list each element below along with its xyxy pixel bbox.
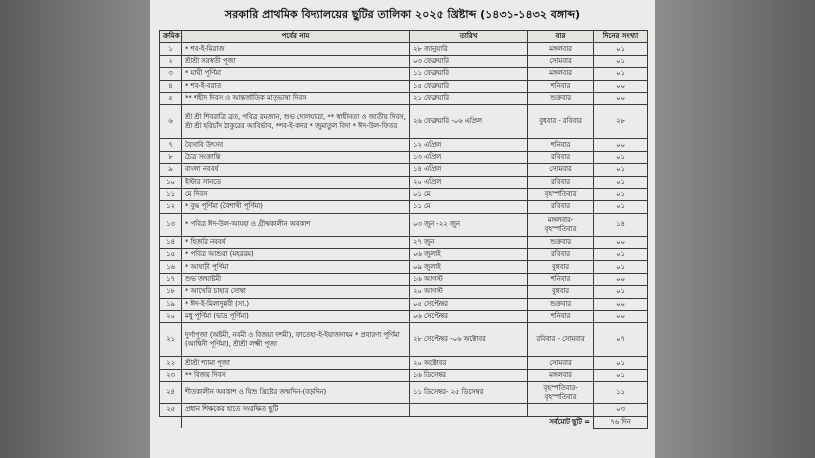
- row-name: শ্রীশ্রী শ্যামা পূজা: [182, 357, 410, 369]
- header-count: দিনের সংখ্যা: [594, 31, 648, 43]
- row-date: ০৯ জুলাই: [410, 261, 528, 273]
- header-serial: ক্রমিক: [160, 31, 182, 43]
- row-date: ১১ ডিসেম্বর- ২৫ ডিসেম্বর: [410, 382, 528, 404]
- row-day: মঙ্গলবার: [528, 68, 594, 80]
- row-name: * আষাঢ়ী পূর্ণিমা: [182, 261, 410, 273]
- row-name: ** বিজয় দিবস: [182, 369, 410, 381]
- row-date: ২১ ফেব্রুয়ারি: [410, 92, 528, 104]
- row-day: রবিবার: [528, 249, 594, 261]
- table-row: [160, 55, 648, 67]
- row-count: ০০: [594, 311, 648, 323]
- table-row: [160, 369, 648, 381]
- row-serial: ৬: [160, 105, 182, 139]
- row-date: ১৫ ফেব্রুয়ারি: [410, 80, 528, 92]
- table-row: [160, 357, 648, 369]
- row-date: ২৮ জানুয়ারি: [410, 43, 528, 55]
- row-date: ২৭ জুন: [410, 236, 528, 248]
- row-count: ০১: [594, 68, 648, 80]
- row-serial: ১০: [160, 176, 182, 188]
- row-name: * পবিত্র ঈদ-উল-আযহা ও গ্রীষ্মকালীন অবকাশ: [182, 213, 410, 236]
- row-date: ১১ ফেব্রুয়ারি: [410, 68, 528, 80]
- row-count: ০১: [594, 164, 648, 176]
- row-count: ০০: [594, 236, 648, 248]
- row-date: ১৬ ডিসেম্বর: [410, 369, 528, 381]
- row-serial: ২১: [160, 323, 182, 357]
- row-name: শ্রীশ্রী সরস্বতী পূজা: [182, 55, 410, 67]
- row-day: মঙ্গলবার- বৃহস্পতিবার: [528, 213, 594, 236]
- row-date: ২০ আগস্ট: [410, 286, 528, 298]
- row-day: শনিবার: [528, 80, 594, 92]
- row-count: ০১: [594, 261, 648, 273]
- row-serial: ১৭: [160, 273, 182, 285]
- row-day: রবিবার: [528, 176, 594, 188]
- row-name: দুর্গাপূজা (অষ্টমী, নবমী ও বিজয়া দশমী), ফাতেহা-ই-ইয়াজদাহম * প্রবারণা পূর্ণিমা (আশ্বিনী পূর্ণিমা), শ্রীশ্রী লক্ষ্মী পূজা: [182, 323, 410, 357]
- table-row: [160, 236, 648, 248]
- row-date: ১১ মে: [410, 201, 528, 213]
- row-day: বৃহস্পতিবার- বৃহস্পতিবার: [528, 382, 594, 404]
- row-count: ০০: [594, 139, 648, 151]
- total-row: [160, 416, 648, 428]
- row-count: ০১: [594, 249, 648, 261]
- row-name: * শব-ই-মিরাজ: [182, 43, 410, 55]
- row-count: ০৭: [594, 323, 648, 357]
- row-serial: ৩: [160, 68, 182, 80]
- row-serial: ৭: [160, 139, 182, 151]
- table-row: [160, 298, 648, 310]
- row-name: ** শহীদ দিবস ও আন্তর্জাতিক মাতৃভাষা দিবস: [182, 92, 410, 104]
- table-body: [160, 43, 648, 429]
- row-count: ০১: [594, 176, 648, 188]
- table-row: [160, 323, 648, 357]
- row-name: মে দিবস: [182, 188, 410, 200]
- row-serial: ১৬: [160, 261, 182, 273]
- table-row: [160, 404, 648, 416]
- table-row: [160, 249, 648, 261]
- row-count: ০১: [594, 151, 648, 163]
- row-count: ১৪: [594, 213, 648, 236]
- row-date: ২৮ সেপ্টেম্বর -০৬ অক্টোবর: [410, 323, 528, 357]
- row-count: ০০: [594, 273, 648, 285]
- header-day: বার: [528, 31, 594, 43]
- table-row: [160, 164, 648, 176]
- row-name: শীতকালীন অবকাশ ও যিশু খ্রিষ্টের জন্মদিন-(বড়দিন): [182, 382, 410, 404]
- row-name: প্রধান শিক্ষকের হাতে সংরক্ষিত ছুটি: [182, 404, 410, 416]
- table-row: [160, 382, 648, 404]
- row-day: রবিবার: [528, 201, 594, 213]
- holiday-table: [159, 30, 648, 429]
- row-serial: ২০: [160, 311, 182, 323]
- table-row: [160, 286, 648, 298]
- row-day: সোমবার: [528, 55, 594, 67]
- row-date: ০৬ জুলাই: [410, 249, 528, 261]
- row-count: ০১: [594, 286, 648, 298]
- row-day: শনিবার: [528, 273, 594, 285]
- table-row: [160, 92, 648, 104]
- row-date: ২৬ ফেব্রুয়ারি -০৬ এপ্রিল: [410, 105, 528, 139]
- row-serial: ২৪: [160, 382, 182, 404]
- row-date: ১৩ এপ্রিল: [410, 151, 528, 163]
- row-serial: ২: [160, 55, 182, 67]
- row-serial: ৪: [160, 80, 182, 92]
- row-serial: ১১: [160, 188, 182, 200]
- total-blank: [160, 416, 182, 428]
- table-row: [160, 139, 648, 151]
- table-row: [160, 105, 648, 139]
- row-name: * মাঘী পূর্ণিমা: [182, 68, 410, 80]
- row-day: বুধবার: [528, 286, 594, 298]
- total-label: সর্বমোট ছুটি =: [182, 416, 594, 428]
- header-name: পর্বের নাম: [182, 31, 410, 43]
- row-date: ২০ এপ্রিল: [410, 176, 528, 188]
- background-right: [655, 0, 815, 458]
- row-name: মধু পূর্ণিমা (ভাদ্র পূর্ণিমা): [182, 311, 410, 323]
- row-day: বুধবার - রবিবার: [528, 105, 594, 139]
- total-value: ৭৬ দিন: [594, 416, 648, 428]
- row-count: ০১: [594, 55, 648, 67]
- row-date: ১৪ এপ্রিল: [410, 164, 528, 176]
- row-date: ০১ মে: [410, 188, 528, 200]
- row-name: চৈত্র সংক্রান্তি: [182, 151, 410, 163]
- table-row: [160, 201, 648, 213]
- table-row: [160, 311, 648, 323]
- row-serial: ২৩: [160, 369, 182, 381]
- row-day: রবিবার: [528, 151, 594, 163]
- row-name: * হিজরি নববর্ষ: [182, 236, 410, 248]
- row-name: ইস্টার সানডে: [182, 176, 410, 188]
- holiday-list-document: [150, 0, 655, 458]
- row-serial: ১৯: [160, 298, 182, 310]
- table-row: [160, 176, 648, 188]
- row-day: মঙ্গলবার: [528, 369, 594, 381]
- table-row: [160, 261, 648, 273]
- row-serial: ১৫: [160, 249, 182, 261]
- row-name: * বুদ্ধ পূর্ণিমা (বৈশাখী পূর্ণিমা): [182, 201, 410, 213]
- row-day: মঙ্গলবার: [528, 43, 594, 55]
- header-date: তারিখ: [410, 31, 528, 43]
- row-serial: ১: [160, 43, 182, 55]
- table-row: [160, 43, 648, 55]
- row-name: বাংলা নববর্ষ: [182, 164, 410, 176]
- background-left: [0, 0, 150, 458]
- row-date: ২০ অক্টোবর: [410, 357, 528, 369]
- row-date: ০৬ সেপ্টেম্বর: [410, 311, 528, 323]
- row-count: ১১: [594, 382, 648, 404]
- row-date: ১৬ আগস্ট: [410, 273, 528, 285]
- table-header-row: [160, 31, 648, 43]
- row-day: শনিবার: [528, 311, 594, 323]
- row-day: শনিবার: [528, 139, 594, 151]
- row-day: সোমবার: [528, 164, 594, 176]
- row-serial: ১৪: [160, 236, 182, 248]
- row-count: ০১: [594, 357, 648, 369]
- row-day: সোমবার: [528, 357, 594, 369]
- table-row: [160, 80, 648, 92]
- row-count: ০১: [594, 188, 648, 200]
- row-count: ২৮: [594, 105, 648, 139]
- row-date: ০৩ জুন -২২ জুন: [410, 213, 528, 236]
- row-count: ০১: [594, 43, 648, 55]
- row-name: শ্রী শ্রী শিবরাত্রি ব্রত, পবিত্র রমজান, শুভ দোলযাত্রা, ** স্বাধীনতা ও জাতীয় দিবস, শ্রী শ্রী হরিচাঁদ ঠাকুরের আবির্ভাব, *শব-ই-কদর * জুমাতুল বিদা * ঈদ-উল-ফিতর: [182, 105, 410, 139]
- row-count: ০১: [594, 201, 648, 213]
- row-serial: ৯: [160, 164, 182, 176]
- row-name: বৈসাবি উৎসব: [182, 139, 410, 151]
- document-title: সরকারি প্রাথমিক বিদ্যালয়ের ছুটির তালিকা ২০২৫ খ্রিষ্টাব্দ (১৪৩১-১৪৩২ বঙ্গাব্দ): [224, 8, 581, 21]
- row-day: শুক্রবার: [528, 236, 594, 248]
- row-day: [528, 404, 594, 416]
- row-name: * শব-ই-বরাত: [182, 80, 410, 92]
- row-name: * ঈদ-ই-মিলাদুন্নবী (সা.): [182, 298, 410, 310]
- row-day: বৃহস্পতিবার: [528, 188, 594, 200]
- row-day: রবিবার - সোমবার: [528, 323, 594, 357]
- row-serial: ১৮: [160, 286, 182, 298]
- row-day: শুক্রবার: [528, 298, 594, 310]
- table-row: [160, 188, 648, 200]
- row-count: ০০: [594, 80, 648, 92]
- row-date: [410, 404, 528, 416]
- row-name: শুভ জন্মাষ্টমী: [182, 273, 410, 285]
- row-day: শুক্রবার: [528, 92, 594, 104]
- row-date: ০৫ সেপ্টেম্বর: [410, 298, 528, 310]
- table-row: [160, 213, 648, 236]
- row-serial: ২৫: [160, 404, 182, 416]
- row-name: * পবিত্র আশুরা (মহররম): [182, 249, 410, 261]
- row-serial: ১২: [160, 201, 182, 213]
- row-count: ০১: [594, 369, 648, 381]
- table-row: [160, 68, 648, 80]
- row-date: ০৩ ফেব্রুয়ারি: [410, 55, 528, 67]
- row-serial: ৫: [160, 92, 182, 104]
- row-count: ০০: [594, 298, 648, 310]
- table-row: [160, 151, 648, 163]
- row-serial: ১৩: [160, 213, 182, 236]
- row-serial: ৮: [160, 151, 182, 163]
- row-count: ০০: [594, 92, 648, 104]
- row-count: ০৩: [594, 404, 648, 416]
- row-serial: ২২: [160, 357, 182, 369]
- row-date: ১২ এপ্রিল: [410, 139, 528, 151]
- row-name: * আখেরি চাহার সোম্বা: [182, 286, 410, 298]
- table-row: [160, 273, 648, 285]
- row-day: বুধবার: [528, 261, 594, 273]
